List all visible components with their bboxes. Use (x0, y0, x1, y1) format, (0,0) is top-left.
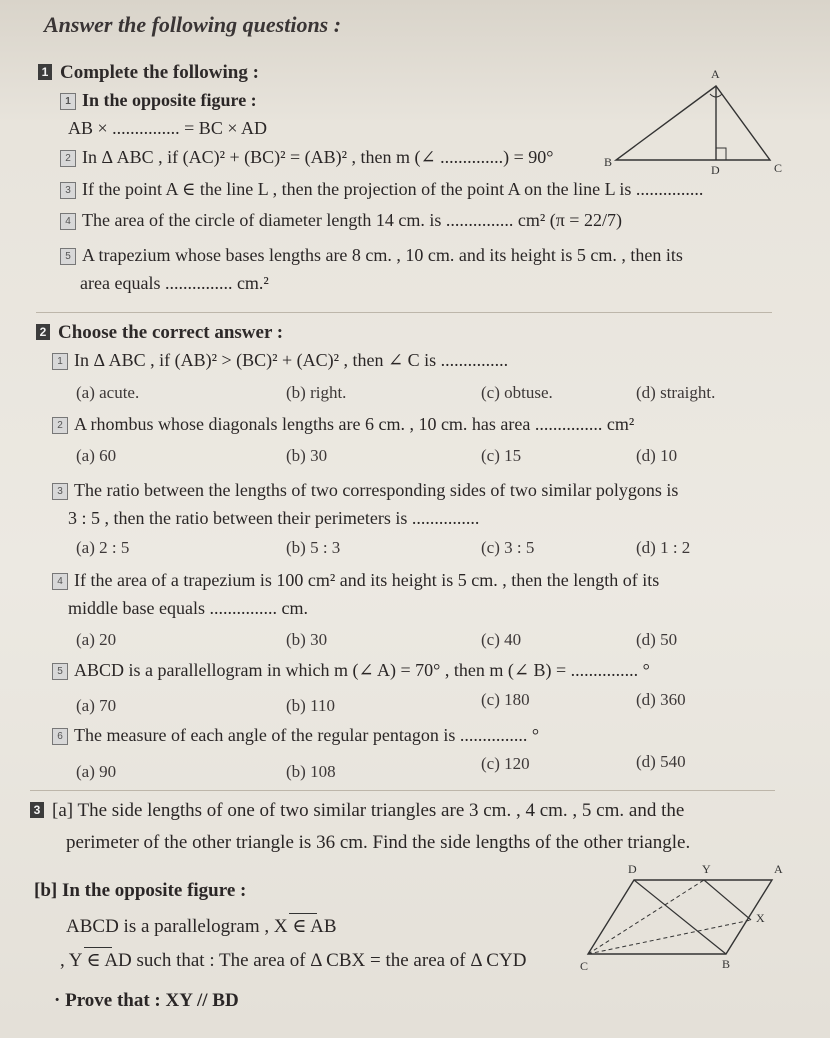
s2-q3-text2: 3 : 5 , then the ratio between their perimeters is ............... (68, 508, 480, 528)
s2-q6-option-a[interactable]: (a) 90 (76, 762, 117, 781)
s2-q1-option-c[interactable]: (c) obtuse. (481, 383, 553, 402)
s1-q1-equation: AB × ............... = BC × AD (68, 118, 267, 138)
s2-q5-option-b[interactable]: (b) 110 (286, 696, 335, 715)
section1-heading-text: Complete the following : (60, 62, 259, 83)
s1-q4 (60, 210, 622, 231)
s2-q5-number: 5 (52, 663, 68, 680)
s2-q1-option-b[interactable]: (b) right. (286, 383, 347, 402)
s2-q3-option-d[interactable]: (d) 1 : 2 (636, 538, 691, 557)
triangle-abc (616, 86, 770, 160)
s3-a-line2: perimeter of the other triangle is 36 cm. Find the side lengths of the other triangle. (66, 832, 691, 853)
s2-q1 (52, 350, 508, 371)
s2-q2-option-d[interactable]: (d) 10 (636, 446, 678, 465)
s2-q1-option-d[interactable]: (d) straight. (636, 383, 716, 402)
s2-q4-text2: middle base equals ............... cm. (68, 598, 308, 618)
s3-b-prove: · Prove that : XY // BD (54, 990, 239, 1011)
section2-heading (36, 322, 283, 344)
label-b: B (722, 957, 731, 971)
s2-q5-option-d[interactable]: (d) 360 (636, 690, 686, 709)
s3-b-line2: , Y ∈ AD such that : The area of Δ CBX = the area of Δ CYD (60, 950, 527, 971)
s2-q2-option-c[interactable]: (c) 15 (481, 446, 522, 465)
s2-q4-option-b[interactable]: (b) 30 (286, 630, 328, 649)
s2-q3-number: 3 (52, 483, 68, 500)
s1-q3-text: If the point A ∈ the line L , then the projection of the point A on the line L is ............... (82, 179, 704, 199)
s2-q3-option-b[interactable]: (b) 5 : 3 (286, 538, 341, 557)
s2-q2-text: A rhombus whose diagonals lengths are 6 cm. , 10 cm. has area ............... cm² (74, 414, 635, 434)
s2-q1-option-a[interactable]: (a) acute. (76, 383, 140, 402)
s1-q4-number: 4 (60, 213, 76, 230)
s1-q1-lead (60, 90, 257, 111)
s2-q3-option-a[interactable]: (a) 2 : 5 (76, 538, 130, 557)
s2-q5-option-a[interactable]: (a) 70 (76, 696, 117, 715)
s2-q6-option-d[interactable]: (d) 540 (636, 752, 686, 771)
s1-q4-text: The area of the circle of diameter length 14 cm. is ............... cm² (π = 22/7) (82, 210, 622, 230)
s3-b-lead: [b] In the opposite figure : (34, 880, 247, 901)
parallelogram-figure (576, 862, 806, 988)
s3-a-text1: [a] The side lengths of one of two similar triangles are 3 cm. , 4 cm. , 5 cm. and the (52, 800, 685, 821)
s3-b-line1: ABCD is a parallelogram , X ∈ AB (66, 916, 337, 937)
s2-q1-text: In Δ ABC , if (AB)² > (BC)² + (AC)² , then ∠ C is ............... (74, 350, 509, 370)
s2-q2-number: 2 (52, 417, 68, 434)
s2-q6-option-c[interactable]: (c) 120 (481, 754, 530, 773)
s2-q4-option-a[interactable]: (a) 20 (76, 630, 117, 649)
s2-q4-option-c[interactable]: (c) 40 (481, 630, 522, 649)
overline-ad (84, 947, 112, 948)
section3-number: 3 (30, 802, 44, 818)
s2-q3 (52, 480, 678, 501)
label-d: D (628, 862, 637, 876)
s1-q3-number: 3 (60, 182, 76, 199)
section2-heading-text: Choose the correct answer : (58, 322, 284, 343)
s1-q5-text: A trapezium whose bases lengths are 8 cm. , 10 cm. and its height is 5 cm. , then its (82, 245, 683, 265)
label-x: X (756, 911, 765, 925)
s2-q1-number: 1 (52, 353, 68, 370)
s2-q2 (52, 414, 634, 435)
label-d: D (711, 163, 720, 177)
label-a: A (774, 862, 783, 876)
section2-number: 2 (36, 324, 50, 340)
s1-q2-text: In Δ ABC , if (AC)² + (BC)² = (AB)² , then m (∠ ..............) = 90° (82, 147, 554, 167)
s1-q1-lead-text: In the opposite figure : (82, 90, 257, 110)
s2-q4 (52, 570, 659, 591)
segment-cy (588, 880, 704, 954)
overline-ab (289, 913, 317, 914)
s2-q3-option-c[interactable]: (c) 3 : 5 (481, 538, 535, 557)
s2-q2-option-a[interactable]: (a) 60 (76, 446, 117, 465)
label-b: B (604, 155, 613, 169)
s2-q6 (52, 725, 539, 746)
segment-cx (588, 920, 751, 954)
s2-q4-option-d[interactable]: (d) 50 (636, 630, 678, 649)
s2-q4-number: 4 (52, 573, 68, 590)
s2-q6-option-b[interactable]: (b) 108 (286, 762, 336, 781)
label-c: C (774, 161, 783, 175)
s2-q4-text: If the area of a trapezium is 100 cm² and its height is 5 cm. , then the length of its (74, 570, 660, 590)
s1-q5 (60, 245, 683, 266)
s2-q6-text: The measure of each angle of the regular pentagon is ............... ° (74, 725, 540, 745)
s1-q2 (60, 147, 553, 168)
s2-q2-option-b[interactable]: (b) 30 (286, 446, 328, 465)
s3-a-line1 (30, 800, 684, 822)
segment-xy (704, 880, 751, 920)
label-c: C (580, 959, 589, 973)
right-angle-mark (716, 148, 726, 160)
section1-heading (38, 62, 259, 84)
s1-q5-number: 5 (60, 248, 76, 265)
s2-q6-number: 6 (52, 728, 68, 745)
s1-q2-number: 2 (60, 150, 76, 167)
divider-2 (30, 790, 775, 791)
page-title: Answer the following questions : (44, 12, 342, 37)
s2-q5-text: ABCD is a parallellogram in which m (∠ A) = 70° , then m (∠ B) = ............... ° (74, 660, 650, 680)
triangle-figure (598, 64, 798, 184)
section1-number: 1 (38, 64, 52, 80)
s2-q5-option-c[interactable]: (c) 180 (481, 690, 530, 709)
s2-q5 (52, 660, 650, 681)
divider-1 (36, 312, 772, 313)
label-y: Y (702, 862, 711, 876)
s1-q1-number: 1 (60, 93, 76, 110)
label-a: A (711, 67, 720, 81)
s2-q3-text: The ratio between the lengths of two corresponding sides of two similar polygons is (74, 480, 679, 500)
s1-q5-text2: area equals ............... cm.² (80, 273, 269, 293)
diagonal-bd (634, 880, 726, 954)
